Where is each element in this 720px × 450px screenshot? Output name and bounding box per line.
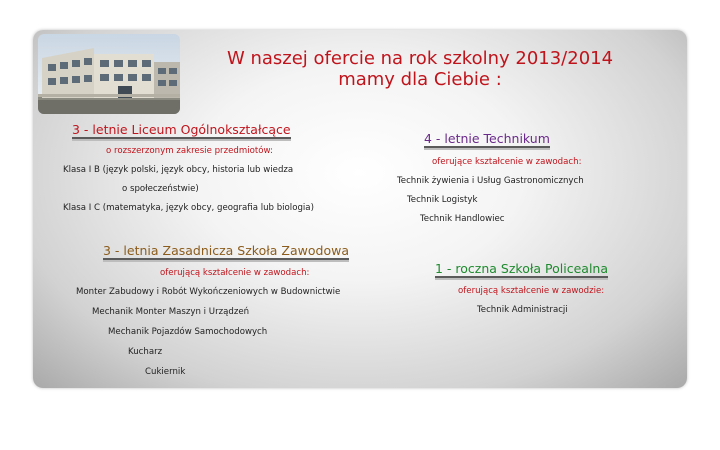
zasadnicza-item: Mechanik Pojazdów Samochodowych <box>108 327 268 337</box>
title-line-2: mamy dla Ciebie : <box>338 69 502 90</box>
policealna-subtitle: oferującą kształcenie w zawodzie: <box>458 286 605 296</box>
technikum-heading <box>424 131 550 146</box>
title-line-1: W naszej ofercie na rok szkolny 2013/2014 <box>226 48 614 69</box>
zasadnicza-heading <box>103 243 349 258</box>
technikum-item: Technik Logistyk <box>407 195 478 205</box>
policealna-heading-text: 1 - roczna Szkoła Policealna <box>435 261 608 276</box>
page-title <box>185 48 655 90</box>
zasadnicza-item: Kucharz <box>128 347 163 357</box>
technikum-item: Technik Handlowiec <box>420 214 505 224</box>
liceum-heading <box>72 122 291 137</box>
liceum-item: o społeczeństwie) <box>122 184 199 194</box>
zasadnicza-item: Cukiernik <box>145 367 186 377</box>
technikum-item: Technik żywienia i Usług Gastronomicznych <box>397 176 584 186</box>
liceum-heading-text: 3 - letnie Liceum Ogólnokształcące <box>72 122 291 137</box>
liceum-item: Klasa I B (język polski, język obcy, historia lub wiedza <box>63 165 294 175</box>
school-building-image <box>38 34 180 114</box>
zasadnicza-subtitle: oferującą kształcenie w zawodach: <box>160 268 310 278</box>
liceum-subtitle: o rozszerzonym zakresie przedmiotów: <box>106 146 273 156</box>
school-building-photo <box>38 34 180 114</box>
policealna-item: Technik Administracji <box>477 305 568 315</box>
zasadnicza-item: Mechanik Monter Maszyn i Urządzeń <box>92 307 250 317</box>
policealna-heading <box>435 261 608 276</box>
technikum-heading-text: 4 - letnie Technikum <box>424 131 550 146</box>
liceum-item: Klasa I C (matematyka, język obcy, geografia lub biologia) <box>63 203 314 213</box>
zasadnicza-item: Monter Zabudowy i Robót Wykończeniowych w Budownictwie <box>76 287 341 297</box>
technikum-subtitle: oferujące kształcenie w zawodach: <box>432 157 582 167</box>
zasadnicza-heading-text: 3 - letnia Zasadnicza Szkoła Zawodowa <box>103 243 349 258</box>
